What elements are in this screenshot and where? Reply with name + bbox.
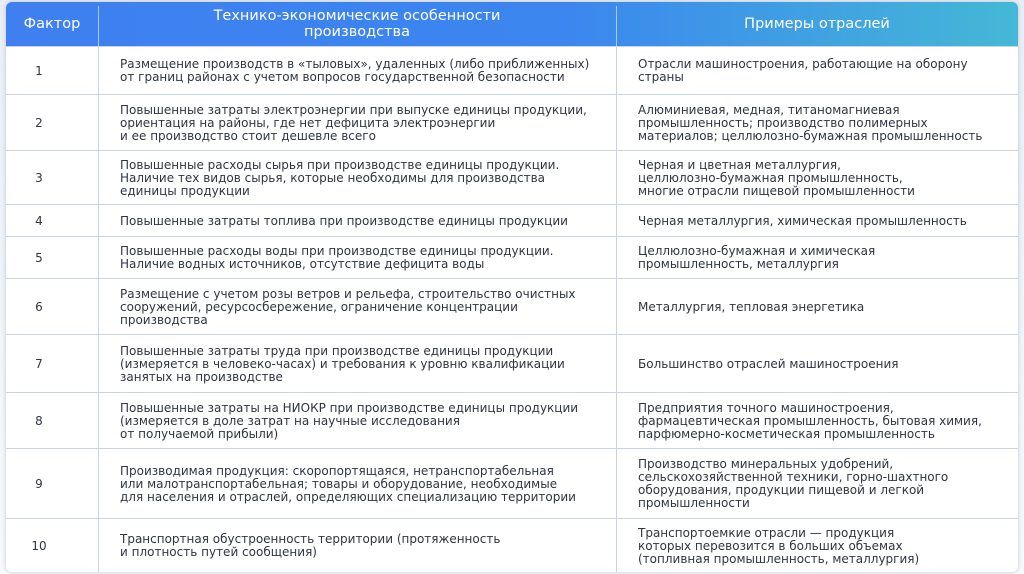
factor-number: 9: [35, 476, 43, 491]
factor-number: 5: [35, 250, 43, 265]
feature-cell: Повышенные затраты электроэнергии при выпуске единицы продукции, ориентация на районы, где нет дефицита электроэнергии и ее производство стоит дешевле всего: [120, 102, 587, 143]
factor-number: 7: [35, 356, 43, 371]
factor-number: 3: [35, 170, 43, 185]
examples-cell: Транспортоемкие отрасли — продукция которых перевозится в больших объемах (топливная промышленность, металлургия): [638, 525, 920, 566]
examples-cell: Алюминиевая, медная, титаномагниевая промышленность; производство полимерных материалов; целлюлозно-бумажная промышленность: [638, 102, 983, 143]
feature-cell: Размещение с учетом розы ветров и рельефа, строительство очистных сооружений, ресурсосбережение, ограничение концентрации производства: [120, 286, 576, 327]
factor-number: 1: [35, 63, 43, 78]
examples-cell: Большинство отраслей машиностроения: [638, 356, 899, 371]
header-divider: [616, 6, 617, 46]
feature-cell: Производимая продукция: скоропортящаяся, нетранспортабельная или малотранспортабельная; товары и оборудование, необходимые для населения и отраслей, определяющих специализацию территории: [120, 463, 576, 504]
header-features: Технико-экономические особенности производства: [213, 8, 501, 40]
feature-cell: Повышенные расходы сырья при производстве единицы продукции. Наличие тех видов сырья, которые необходимы для производства единицы продукции: [120, 157, 560, 198]
factor-number: 8: [35, 413, 43, 428]
table-row: [6, 236, 1018, 279]
table-row: [6, 278, 1018, 335]
feature-cell: Размещение производств в «тыловых», удаленных (либо приближенных) от границ районах с учетом вопросов государственной безопасности: [120, 57, 590, 84]
examples-cell: Отрасли машиностроения, работающие на оборону страны: [638, 57, 968, 84]
examples-cell: Металлургия, тепловая энергетика: [638, 299, 865, 314]
table-header: [6, 2, 1018, 46]
table-row: [6, 150, 1018, 205]
header-examples: Примеры отраслей: [744, 16, 890, 32]
feature-cell: Повышенные затраты топлива при производстве единицы продукции: [120, 213, 568, 228]
factor-number: 2: [35, 115, 43, 130]
examples-cell: Производство минеральных удобрений, сельскохозяйственной техники, горно-шахтного оборудования, продукции пищевой и легкой промышленности: [638, 457, 949, 510]
feature-cell: Транспортная обустроенность территории (протяженность и плотность путей сообщения): [120, 532, 501, 559]
factor-number: 6: [35, 299, 43, 314]
factors-table: [6, 2, 1018, 572]
examples-cell: Предприятия точного машиностроения, фармацевтическая промышленность, бытовая химия, парфюмерно-косметическая промышленность: [638, 400, 982, 441]
table-row: [6, 334, 1018, 393]
table-row: [6, 46, 1018, 95]
header-factor: Фактор: [23, 16, 81, 32]
factor-number: 10: [31, 538, 47, 553]
feature-cell: Повышенные затраты труда при производстве единицы продукции (измеряется в человеко-часах) и требования к уровню квалификации занятых на производстве: [120, 343, 565, 384]
table-row: [6, 448, 1018, 519]
table-row: [6, 204, 1018, 237]
examples-cell: Черная и цветная металлургия, целлюлозно-бумажная промышленность, многие отрасли пищевой промышленности: [638, 157, 915, 198]
feature-cell: Повышенные затраты на НИОКР при производстве единицы продукции (измеряется в доле затрат на научные исследования от получаемой прибыли): [120, 400, 579, 441]
table-row: [6, 518, 1018, 572]
header-divider: [98, 6, 99, 46]
factor-number: 4: [35, 213, 43, 228]
examples-cell: Черная металлургия, химическая промышленность: [638, 213, 967, 228]
table-row: [6, 94, 1018, 151]
feature-cell: Повышенные расходы воды при производстве единицы продукции. Наличие водных источников, отсутствие дефицита воды: [120, 244, 554, 271]
column-divider: [98, 46, 99, 572]
table-row: [6, 392, 1018, 449]
column-divider: [616, 46, 617, 572]
examples-cell: Целлюлозно-бумажная и химическая промышленность, металлургия: [638, 244, 876, 271]
